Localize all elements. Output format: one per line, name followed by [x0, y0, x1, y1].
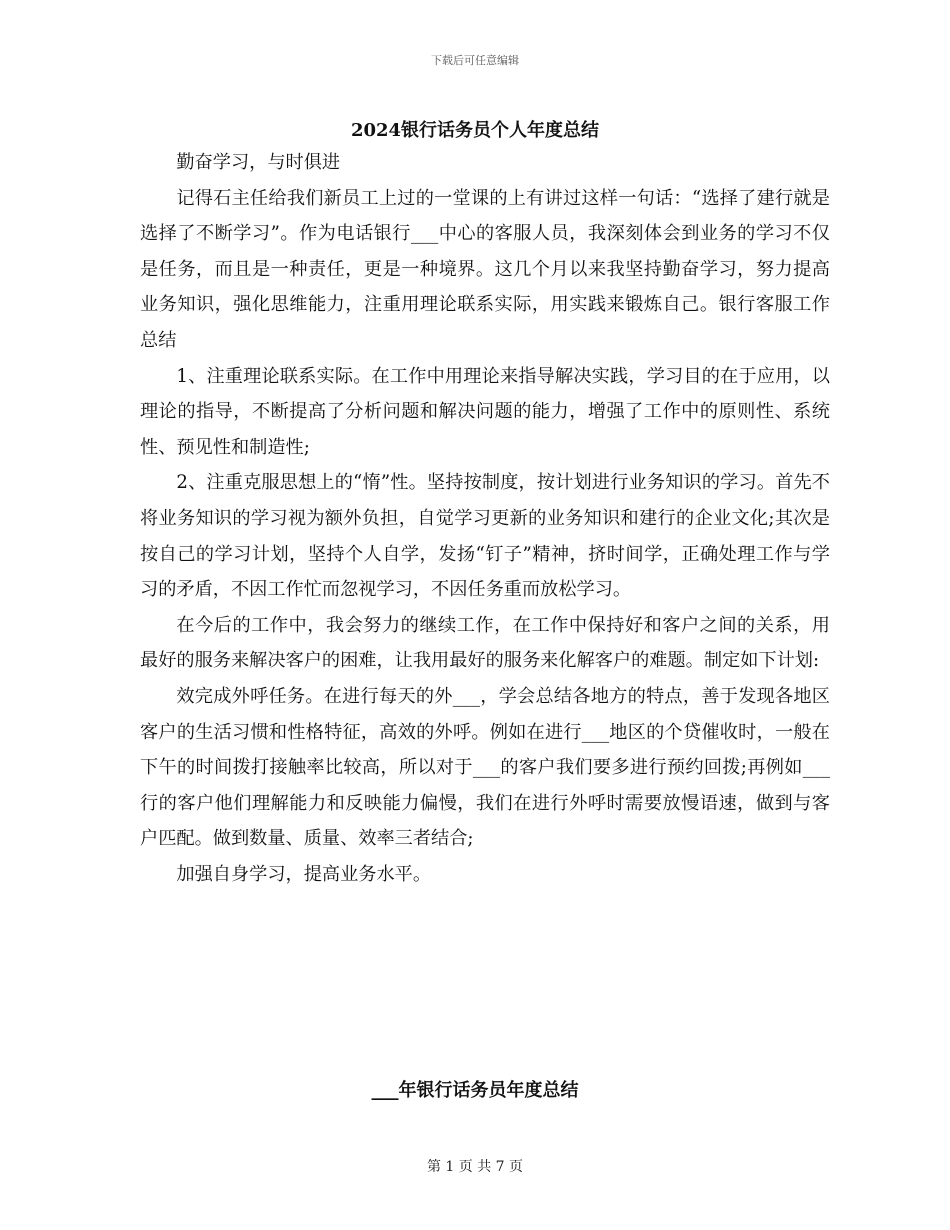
paragraph: 效完成外呼任务。在进行每天的外___，学会总结各地方的特点，善于发现各地区客户的生活习惯和性格特征，高效的外呼。例如在进行___地区的个贷催收时，一般在下午的时间拨打接触率比较高，所以对于___的客户我们要多进行预约回拨;再例如___行的客户他们理解能力和反映能力偏慢，我们在进行外呼时需要放慢语速，做到与客户匹配。做到数量、质量、效率三者结合;: [140, 685, 830, 850]
header-note: 下载后可任意编辑: [431, 54, 519, 67]
paragraph: 勤奋学习，与时俱进: [176, 152, 341, 173]
paragraph: 1、注重理论联系实际。在工作中用理论来指导解决实践，学习目的在于应用，以理论的指导，不断提高了分析问题和解决问题的能力，增强了工作中的原则性、系统性、预见性和制造性;: [140, 365, 830, 458]
paragraph: 在今后的工作中，我会努力的继续工作，在工作中保持好和客户之间的关系，用最好的服务来解决客户的困难，让我用最好的服务来化解客户的难题。制定如下计划:: [140, 614, 830, 672]
paragraph: 加强自身学习，提高业务水平。: [176, 863, 432, 885]
paragraph: 记得石主任给我们新员工上过的一堂课的上有讲过这样一句话：“选择了建行就是选择了不断学习”。作为电话银行___中心的客服人员，我深刻体会到业务的学习不仅是任务，而且是一种责任，更是一种境界。这几个月以来我坚持勤奋学习，努力提高业务知识，强化思维能力，注重用理论联系实际，用实践来锻炼自己。银行客服工作总结: [140, 187, 830, 351]
document-title: 2024银行话务员个人年度总结: [350, 120, 600, 141]
document-body: [140, 145, 830, 892]
section-subtitle: ___年银行话务员年度总结: [371, 1080, 579, 1101]
page-footer: 第 1 页 共 7 页: [426, 1159, 524, 1175]
paragraph: 2、注重克服思想上的“惰”性。坚持按制度，按计划进行业务知识的学习。首先不将业务知识的学习视为额外负担，自觉学习更新的业务知识和建行的企业文化;其次是按自己的学习计划，坚持个人自学，发扬“钉子”精神，挤时间学，正确处理工作与学习的矛盾，不因工作忙而忽视学习，不因任务重而放松学习。: [140, 472, 830, 601]
